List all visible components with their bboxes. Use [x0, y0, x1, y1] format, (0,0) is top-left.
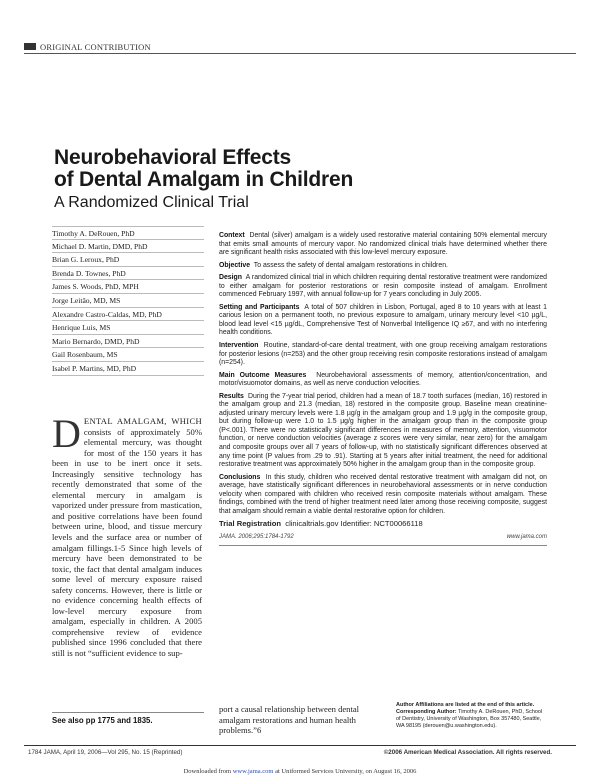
journal-url[interactable]: www.jama.com	[506, 533, 547, 540]
section-label: ORIGINAL CONTRIBUTION	[40, 42, 151, 52]
author: Mario Bernardo, DMD, PhD	[52, 335, 204, 349]
author: Brian G. Leroux, PhD	[52, 253, 204, 267]
author: Jorge Leitão, MD, MS	[52, 294, 204, 308]
abstract-conclusions	[219, 474, 547, 517]
download-notice	[0, 768, 600, 775]
author: Alexandre Castro-Caldas, MD, PhD	[52, 308, 204, 322]
dropcap: D	[52, 411, 81, 456]
header-rule	[24, 53, 576, 54]
abstract-setting	[219, 304, 547, 338]
author-affiliations	[396, 702, 548, 730]
abstract-design	[219, 274, 547, 300]
abstract-heading: Design	[219, 274, 242, 282]
abstract-heading: Setting and Participants	[219, 303, 300, 311]
footer-rule	[24, 745, 576, 746]
author-list	[52, 226, 204, 376]
citation-line	[219, 533, 547, 546]
abstract-text: A total of 507 children in Lisbon, Portugal, aged 8 to 10 years with at least 1 carious lesion on a permanent tooth, no previous exposure to amalgam, urinary mercury level <10 µg/L, blood lead level <15 µg/dL, Comprehensive Test of Nonverbal Intelligence IQ ≥67, and with no interfering health conditions.	[219, 303, 548, 337]
copyright-notice: ©2006 American Medical Association. All rights reserved.	[383, 749, 552, 756]
body-lead: ENTAL AMALGAM, WHICH	[83, 416, 202, 426]
corresponding-author: Corresponding Author: Timothy A. DeRouen, PhD, School of Dentistry, University of Washington, Box 357480, Seattle, WA 98195 (derouen@u.washington.edu).	[396, 709, 543, 729]
title-line-1: Neurobehavioral Effects	[54, 146, 291, 169]
abstract-trial-registration	[219, 520, 547, 529]
title-line-2: of Dental Amalgam in Children	[54, 168, 354, 191]
abstract-text: Routine, standard-of-care dental treatment, with one group receiving amalgam restorations for posterior lesions (n=253) and the other group receiving resin composite restorations instead of amalgam (n=254).	[219, 342, 547, 367]
abstract-text: Neurobehavioral assessments of memory, attention/concentration, and motor/visuomotor domains, as well as nerve conduction velocities.	[219, 371, 547, 388]
abstract-text: A randomized clinical trial in which children requiring dental restorative treatment were randomized to either amalgam for posterior restorations or resin composite instead of amalgam. Enrollment commenced February 1997, with annual follow-up for 7 years concluding in July 2005.	[219, 274, 547, 299]
article-subtitle: A Randomized Clinical Trial	[54, 194, 249, 211]
body-continued: port a causal relationship between dental amalgam restorations and human health problems.”6	[219, 704, 360, 736]
journal-citation: JAMA. 2006;295:1784-1792	[219, 533, 294, 540]
abstract	[219, 232, 547, 546]
abstract-objective	[219, 262, 547, 271]
abstract-text: To assess the safety of dental amalgam restorations in children.	[253, 261, 448, 269]
abstract-heading: Results	[219, 392, 244, 400]
author: Brenda D. Townes, PhD	[52, 267, 204, 281]
abstract-heading: Main Outcome Measures	[219, 371, 307, 379]
abstract-results	[219, 393, 547, 470]
abstract-text: Dental (silver) amalgam is a widely used restorative material containing 50% elemental mercury that emits small amounts of mercury vapor. No randomized clinical trials have determined whether there are significant health risks associated with this low-level mercury exposure.	[219, 232, 547, 257]
article-title	[54, 147, 353, 191]
abstract-text: In this study, children who received dental restorative treatment with amalgam did not, on average, have statistically significant differences in neurobehavioral assessments or in nerve conduction velocity when compared with children who received resin composite materials without amalgam. These findings, combined with the trend of higher treatment need later among those receiving composite, suggest that amalgam should remain a viable dental restorative option for children.	[219, 473, 547, 515]
abstract-text: During the 7-year trial period, children had a mean of 18.7 tooth surfaces (median, 16) restored in the amalgam group and 21.3 (median, 18) restored in the composite group. Baseline mean creatinine-adjusted urinary mercury levels were 1.8 µg/g in the amalgam group and 1.9 µg/g in the composite group, but during follow-up were 1.0 to 1.5 µg/g higher in the amalgam group than in the composite group (P<.001). There were no statistically significant differences in measures of memory, attention, visuomotor function, or nerve conduction velocities (average z scores were very similar, near zero) for the amalgam and composite groups over all 7 years of follow-up, with no statistically significant differences observed at any time point (P values from .29 to .91). Starting at 5 years after initial treatment, the need for additional restorative treatment was approximately 50% higher in the amalgam group than in the composite group.	[219, 392, 547, 469]
abstract-heading: Trial Registration	[219, 519, 282, 529]
author: Timothy A. DeRouen, PhD	[52, 226, 204, 240]
author: James S. Woods, PhD, MPH	[52, 280, 204, 294]
see-also[interactable]: See also pp 1775 and 1835.	[52, 712, 204, 725]
page-footer-info: 1784 JAMA, April 19, 2006—Vol 295, No. 15 (Reprinted)	[28, 749, 183, 756]
abstract-heading: Intervention	[219, 342, 259, 350]
abstract-heading: Context	[219, 232, 245, 239]
abstract-context	[219, 232, 547, 258]
body-paragraph: consists of approximately 50% elemental mercury, was thought for most of the 150 years it has been in use to be inert once it sets. Increasingly sensitive technology has recently demonstrated that some of the elemental mercury in amalgam is vaporized under pressure from mastication, and positive correlations have been found between urine, blood, and tissue mercury levels and the surface area or number of amalgam fillings.1-5 Since high levels of mercury have been demonstrated to be toxic, the fact that dental amalgam induces some level of mercury exposure raised safety concerns. However, there is little or no evidence concerning health effects of low-level mercury exposure from amalgam, especially in children. A 2005 comprehensive review of evidence published since 1996 concluded that there still is not “sufficient evidence to sup-	[52, 426, 202, 659]
author: Gail Rosenbaum, MS	[52, 348, 204, 362]
abstract-heading: Objective	[219, 261, 251, 269]
abstract-outcome	[219, 372, 547, 389]
abstract-intervention	[219, 342, 547, 368]
body-text	[52, 411, 202, 659]
affiliation-note: Author Affiliations are listed at the end of this article.	[396, 702, 535, 708]
abstract-heading: Conclusions	[219, 473, 261, 481]
download-prefix: Downloaded from	[183, 768, 232, 775]
author: Isabel P. Martins, MD, PhD	[52, 362, 204, 376]
author: Henrique Luis, MS	[52, 321, 204, 335]
section-marker	[24, 43, 36, 50]
download-link[interactable]: www.jama.com	[232, 768, 274, 775]
download-suffix: at Uniformed Services University, on August 16, 2006	[275, 768, 417, 775]
author: Michael D. Martin, DMD, PhD	[52, 240, 204, 254]
abstract-text: clinicaltrials.gov Identifier: NCT00066118	[285, 519, 423, 529]
